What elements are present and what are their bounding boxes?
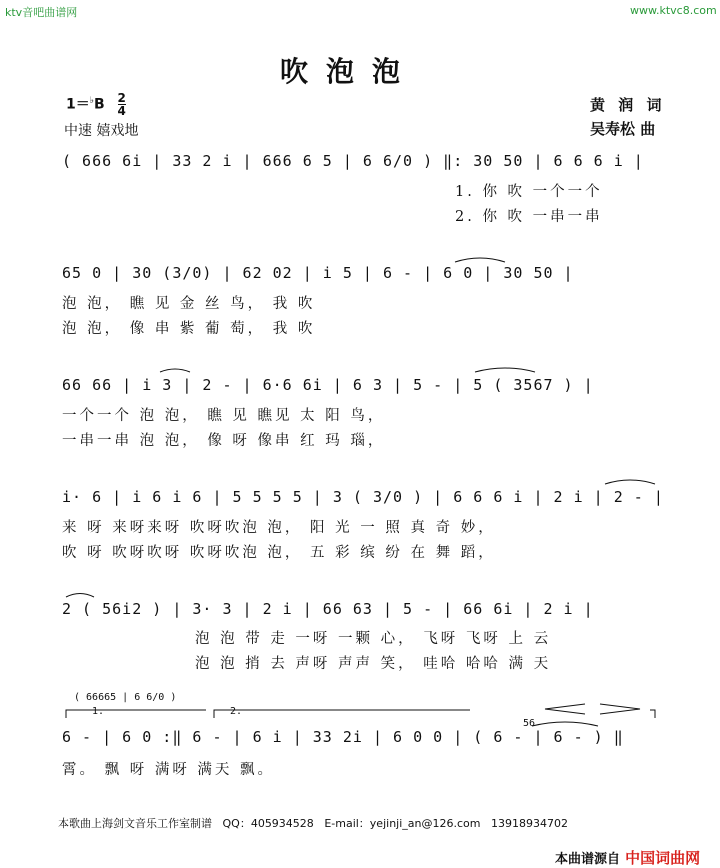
lyric-line-5-verse-2: 泡 泡 捎 去 声呀 声声 笑， 哇哈 哈哈 满 天 [195,656,552,672]
lyric-line-4-verse-1: 来 呀 来呀来呀 吹呀吹泡 泡， 阳 光 一 照 真 奇 妙， [62,520,496,536]
end-bracket [650,710,655,718]
grace-notes: 56 [523,718,536,729]
crescendo-hairpin [600,704,640,714]
lyricist-credit: 黄 润 词 [590,96,666,114]
slur-arc [160,369,190,372]
notation-line-6: 6 - | 6 0 :‖ 6 - | 6 i | 33 2i | 6 0 0 | ( 6 - | 6 - ) ‖ [62,728,624,746]
studio-credit: 本歌曲上海剑文音乐工作室制谱 [58,817,212,830]
tie-arc [605,480,655,484]
volta-2-bracket [214,710,470,718]
decrescendo-hairpin [545,704,585,714]
key-note: B [94,96,105,113]
key-prefix: 1＝ [66,96,90,113]
lyric-line-1-verse-2: 2. 你 吹 一串一串 [455,209,603,225]
volta-2-label: 2. [230,706,243,717]
cue-notes: ( 66665 | 6 6/0 ) [74,692,177,703]
flat-sign: ♭ [89,95,94,106]
lyric-line-6: 霄。 飘 呀 满呀 满天 飘。 [62,762,276,778]
qq-contact: QQ：405934528 [222,817,314,830]
time-top: 2 [117,91,126,105]
source-label: 本曲谱源自 [555,852,621,867]
tie-arc [66,594,94,598]
footer-credit [58,815,568,831]
lyric-line-4-verse-2: 吹 呀 吹呀吹呀 吹呀吹泡 泡， 五 彩 缤 纷 在 舞 蹈， [62,545,496,561]
tempo-marking: 中速 嬉戏地 [64,123,139,139]
lyric-line-2-verse-1: 泡 泡， 瞧 见 金 丝 鸟， 我 吹 [62,296,316,312]
phone-contact: 13918934702 [490,817,568,830]
song-title: 吹泡泡 [280,55,419,88]
lyric-line-1-verse-1: 1. 你 吹 一个一个 [455,184,603,200]
volta-1-label: 1. [92,706,105,717]
watermark-left: ktv音吧曲谱网 [5,6,78,19]
notation-line-2: 65 0 | 30 (3/0) | 62 02 | i 5 | 6 - | 6 0 | 30 50 | [62,264,574,282]
composer-credit: 吴寿松 曲 [590,120,656,138]
source-credit [555,847,700,868]
tie-arc [455,258,505,262]
time-bottom: 4 [117,104,126,118]
watermark-right: www.ktvc8.com [630,4,717,17]
notation-line-5: 2 ( 56i2 ) | 3· 3 | 2 i | 66 63 | 5 - | 66 6i | 2 i | [62,600,594,618]
source-site-link[interactable]: 中国词曲网 [625,849,701,867]
lyric-line-5-verse-1: 泡 泡 带 走 一呀 一颗 心， 飞呀 飞呀 上 云 [195,631,552,647]
lyric-line-3-verse-2: 一串一串 泡 泡， 像 呀 像串 红 玛 瑙， [62,433,386,449]
volta-1-bracket [66,710,206,718]
notation-line-3: 66 66 | i 3 | 2 - | 6·6 6i | 6 3 | 5 - | 5 ( 3567 ) | [62,376,594,394]
lyric-line-2-verse-2: 泡 泡， 像 串 紫 葡 萄， 我 吹 [62,321,316,337]
email-contact[interactable]: E-mail：yejinji_an@126.com [324,817,481,830]
lyric-line-3-verse-1: 一个一个 泡 泡， 瞧 见 瞧见 太 阳 鸟， [62,408,386,424]
notation-line-1: ( 666 6i | 33 2 i | 666 6 5 | 6 6/0 ) ‖: 30 50 | 6 6 6 i | [62,152,644,170]
tie-arc [532,722,598,726]
tie-arc [475,368,535,372]
notation-line-4: i· 6 | i 6 i 6 | 5 5 5 5 | 3 ( 3/0 ) | 6 6 6 i | 2 i | 2 - | [62,488,664,506]
